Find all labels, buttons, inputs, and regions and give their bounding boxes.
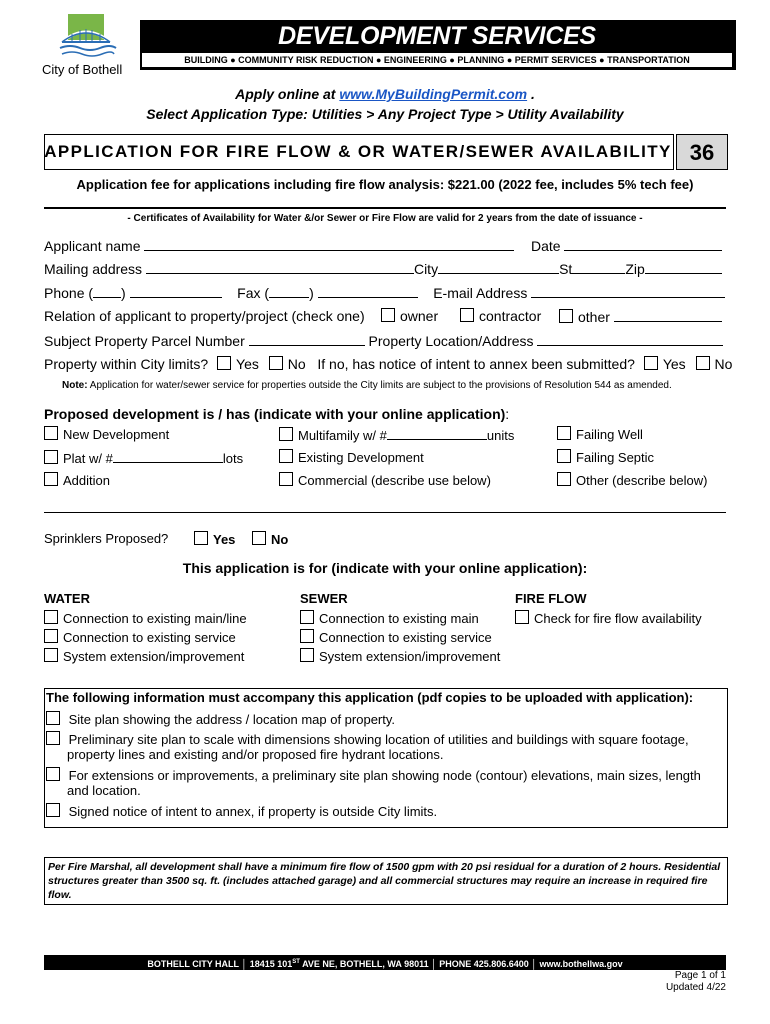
resolution-note: Note: Application for water/sewer service for properties outside the City limits are subject to the provisions of Resolution 544 as amended. [62, 380, 672, 391]
zip-field[interactable] [645, 260, 722, 274]
water-main-checkbox[interactable] [44, 610, 58, 624]
failing-septic-checkbox[interactable] [557, 449, 571, 463]
other-describe-checkbox[interactable] [557, 472, 571, 486]
existing-development-option: Existing Development [279, 449, 424, 465]
proposed-development-heading: Proposed development is / has (indicate with your online application): [44, 406, 510, 422]
sprinklers-yes-checkbox[interactable] [194, 531, 208, 545]
required-item-continued: property lines and existing and/or proposed fire hydrant locations. [67, 747, 444, 762]
website-link[interactable]: www.bothellwa.gov [539, 959, 623, 969]
sewer-option: System extension/improvement [300, 648, 500, 664]
sprinklers-no-option: No [252, 531, 288, 547]
required-item: Site plan showing the address / location map of property. [46, 711, 395, 727]
footer-bar: BOTHELL CITY HALL │ 18415 101ST AVE NE, BOTHELL, WA 98011 │ PHONE 425.806.6400 │ www.bothellwa.gov [44, 955, 726, 970]
phone-number-field[interactable] [130, 284, 222, 298]
sewer-option: Connection to existing service [300, 629, 492, 645]
sprinklers-no-checkbox[interactable] [252, 531, 266, 545]
water-service-checkbox[interactable] [44, 629, 58, 643]
fire-flow-checkbox[interactable] [515, 610, 529, 624]
applicant-name-field[interactable] [144, 237, 514, 251]
sewer-heading: SEWER [300, 591, 348, 606]
property-location-field[interactable] [537, 332, 723, 346]
sewer-option: Connection to existing main [300, 610, 479, 626]
preliminary-plan-checkbox[interactable] [46, 731, 60, 745]
sprinklers-yes-option: Yes [194, 531, 235, 547]
relation-row: Relation of applicant to property/project (check one) [44, 308, 365, 324]
addition-option: Addition [44, 472, 110, 488]
plat-checkbox[interactable] [44, 450, 58, 464]
site-plan-checkbox[interactable] [46, 711, 60, 725]
addition-checkbox[interactable] [44, 472, 58, 486]
contractor-checkbox[interactable] [460, 308, 474, 322]
plat-option: Plat w/ # lots [44, 449, 243, 466]
fire-marshal-note: Per Fire Marshal, all development shall have a minimum fire flow of 1500 gpm with 20 psi residual for a duration of 2 hours. Residential structures greater than 3500 sq. ft. (includes attached garage) and all commercial structures may require an increase in required fire flow. [48, 861, 721, 901]
description-line-field[interactable] [44, 512, 726, 513]
application-fee: Application fee for applications including fire flow analysis: $221.00 (2022 fee, includes 5% tech fee) [76, 177, 694, 192]
sprinklers-row: Sprinklers Proposed? [44, 531, 169, 546]
water-option: Connection to existing main/line [44, 610, 247, 626]
applicant-name-row: Applicant name [44, 237, 514, 254]
page-info [620, 970, 726, 994]
water-option: System extension/improvement [44, 648, 244, 664]
other-relation-field[interactable] [614, 308, 722, 322]
commercial-option: Commercial (describe use below) [279, 472, 491, 488]
fax-area-code-field[interactable] [269, 284, 309, 298]
extension-plan-checkbox[interactable] [46, 767, 60, 781]
commercial-checkbox[interactable] [279, 472, 293, 486]
parcel-number-field[interactable] [249, 332, 365, 346]
multifamily-checkbox[interactable] [279, 427, 293, 441]
city-field[interactable] [438, 260, 559, 274]
sewer-main-checkbox[interactable] [300, 610, 314, 624]
application-type-instructions: Select Application Type: Utilities > Any Project Type > Utility Availability [146, 106, 624, 122]
required-item: Preliminary site plan to scale with dimensions showing location of utilities and buildings with square footage, [46, 731, 689, 747]
new-development-option: New Development [44, 426, 169, 442]
city-limits-row: Property within City limits? Yes No If no, has notice of intent to annex been submitted? Yes No [44, 356, 733, 372]
parcel-row: Subject Property Parcel Number Property Location/Address [44, 332, 723, 349]
failing-well-checkbox[interactable] [557, 426, 571, 440]
page-number: Page 1 of 1 [674, 970, 726, 981]
other-describe-option: Other (describe below) [557, 472, 708, 488]
mybuildingpermit-link[interactable]: www.MyBuildingPermit.com [339, 86, 528, 102]
failing-well-option: Failing Well [557, 426, 643, 442]
annex-yes-checkbox[interactable] [644, 356, 658, 370]
application-for-heading: This application is for (indicate with your online application): [182, 560, 588, 576]
phone-area-code-field[interactable] [93, 284, 121, 298]
departments-list: BUILDING ● COMMUNITY RISK REDUCTION ● ENGINEERING ● PLANNING ● PERMIT SERVICES ● TRANSPORTATION [142, 53, 732, 67]
fax-number-field[interactable] [318, 284, 418, 298]
new-development-checkbox[interactable] [44, 426, 58, 440]
sewer-extension-checkbox[interactable] [300, 648, 314, 662]
annex-notice-checkbox[interactable] [46, 803, 60, 817]
sewer-service-checkbox[interactable] [300, 629, 314, 643]
mailing-address-row: Mailing address City St Zip [44, 260, 722, 277]
existing-development-checkbox[interactable] [279, 449, 293, 463]
page-title: DEVELOPMENT SERVICES [278, 22, 596, 50]
water-extension-checkbox[interactable] [44, 648, 58, 662]
divider [44, 207, 726, 209]
contact-row: Phone ( ) Fax ( ) E-mail Address [44, 284, 725, 301]
date-field[interactable] [564, 237, 722, 251]
date-row: Date [531, 237, 722, 254]
water-heading: WATER [44, 591, 90, 606]
form-number: 36 [676, 134, 728, 170]
owner-checkbox[interactable] [381, 308, 395, 322]
mailing-address-field[interactable] [146, 260, 414, 274]
state-field[interactable] [572, 260, 625, 274]
within-city-no-checkbox[interactable] [269, 356, 283, 370]
other-checkbox[interactable] [559, 309, 573, 323]
updated-date: Updated 4/22 [665, 982, 726, 993]
email-field[interactable] [531, 284, 725, 298]
multifamily-option: Multifamily w/ # units [279, 426, 514, 443]
owner-option: owner [381, 308, 438, 324]
required-info-heading: The following information must accompany this application (pdf copies to be uploaded with application): [46, 690, 694, 705]
fire-flow-heading: FIRE FLOW [515, 591, 587, 606]
city-name: City of Bothell [42, 62, 123, 77]
contractor-option: contractor [460, 308, 541, 324]
plat-lots-field[interactable] [113, 449, 223, 463]
fire-flow-option: Check for fire flow availability [515, 610, 702, 626]
annex-no-checkbox[interactable] [696, 356, 710, 370]
required-item-continued: and location. [67, 783, 141, 798]
water-option: Connection to existing service [44, 629, 236, 645]
other-option: other [559, 308, 722, 325]
required-item: Signed notice of intent to annex, if property is outside City limits. [46, 803, 437, 819]
required-item: For extensions or improvements, a preliminary site plan showing node (contour) elevations, main sizes, length [46, 767, 701, 783]
failing-septic-option: Failing Septic [557, 449, 654, 465]
bridge-logo-icon [40, 12, 135, 62]
certificate-validity-note: - Certificates of Availability for Water &/or Sewer or Fire Flow are valid for 2 years from the date of issuance - [127, 213, 643, 224]
multifamily-units-field[interactable] [387, 426, 487, 440]
apply-online-line: Apply online at www.MyBuildingPermit.com . [235, 86, 535, 102]
form-title: APPLICATION FOR FIRE FLOW & OR WATER/SEWER AVAILABILITY [44, 142, 672, 161]
within-city-yes-checkbox[interactable] [217, 356, 231, 370]
